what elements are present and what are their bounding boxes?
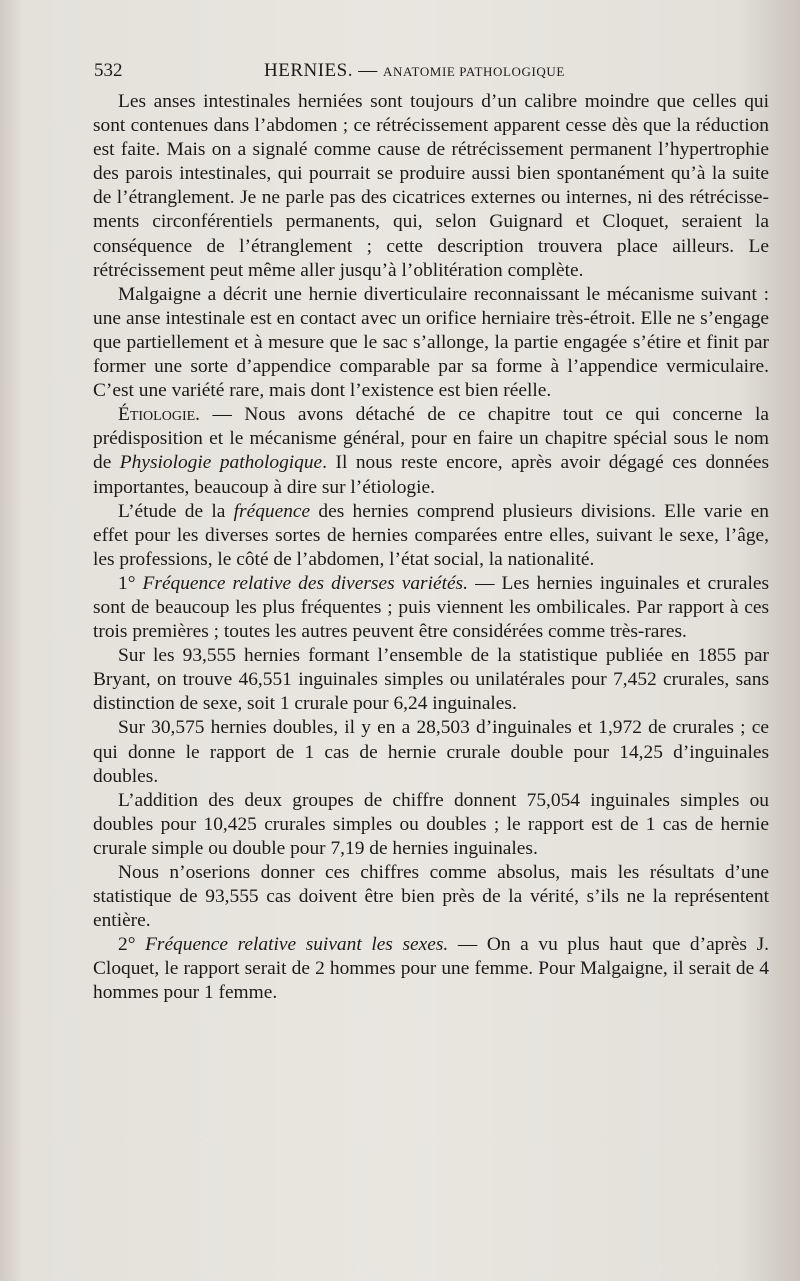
paragraph-hernies-doubles (93, 716, 769, 788)
paragraph-hernie-diverticulaire (93, 283, 769, 403)
paragraph-retrecissement (93, 90, 769, 283)
title-dash: — (358, 60, 378, 81)
paragraph-text: — Nous avons détaché de ce chapitre tout ce qui concerne la prédisposition et le mécanisme général, pour en faire un chapitre spécial sous le nom de (93, 404, 769, 474)
paragraph-text-tail: — On a vu plus haut que d’après J. Cloquet, le rapport serait de 2 hommes pour une femme. Pour Malgaigne, il serait de 4 hommes pour 1 femme. (93, 934, 769, 1004)
paragraph-text: Sur 30,575 hernies doubles, il y en a 28,503 d’inguinales et 1,972 de crurales ; ce qui donne le rapport de 1 cas de hernie crurale double pour 14,25 d’inguinales doubles. (93, 717, 769, 787)
paragraph-text: Les anses intestinales herniées sont toujours d’un calibre moindre que celles qui sont contenues dans l’abdomen ; ce rétrécissement apparent cesse dès que la réduction est faite. Mais on a signalé comme cause de rétrécissement permanent l’hypertrophie des parois intestinales, qui pourrait se produire aussi bien spontanément qu’à la suite de l’étranglement. Je ne parle pas des cicatrices externes ou internes, ni des rétrécissements circonférentiels permanents, qui, selon Guignard et Cloquet, seraient la conséquence de l’étranglement ; cette description trouvera place ailleurs. Le rétrécissement peut même aller jusqu’à l’oblitération complète. (93, 91, 769, 281)
running-header (94, 60, 774, 86)
paragraph-text-tail: . Il nous reste encore, après avoir dégagé ces données importantes, beaucoup à dire sur l’étiologie. (93, 452, 769, 498)
paragraph-frequence-sexes (93, 933, 769, 1005)
body-text (93, 90, 769, 1006)
paragraph-text-tail: des hernies comprend plusieurs divisions. Elle varie en effet pour les diverses sortes de hernies comparées entre elles, suivant le sexe, l’âge, les professions, le côté de l’abdomen, l’état social, la nationalité. (93, 500, 769, 570)
italic-term: fréquence (233, 500, 311, 522)
paragraph-text: L’addition des deux groupes de chiffre donnent 75,054 inguinales simples ou doubles pour 10,425 crurales simples ou doubles ; le rapport est de 1 cas de hernie crurale simple ou double pour 7,19 de hernies inguinales. (93, 789, 769, 859)
paragraph-chiffres-absolus (93, 861, 769, 933)
paragraph-text: 1° (118, 572, 143, 594)
paragraph-text-tail: — Les hernies inguinales et crurales sont de beaucoup les plus fréquentes ; puis viennent les ombilicales. Par rapport à ces trois premières ; toutes les autres peuvent être considérées comme très-rares. (93, 572, 769, 643)
page-number: 532 (94, 60, 123, 81)
paragraph-text: L’étude de la (118, 500, 234, 522)
paragraph-addition-groupes (93, 789, 769, 861)
paragraph-etiologie (93, 403, 769, 499)
running-title (264, 60, 565, 82)
paragraph-frequence-varietes (93, 572, 769, 644)
paragraph-text: Nous n’oserions donner ces chiffres comme absolus, mais les résultats d’une statistique de 93,555 cas doivent être bien près de la vérité, s’ils ne la représentent entière. (93, 862, 769, 932)
paragraph-text: Malgaigne a décrit une hernie diverticulaire reconnaissant le mécanisme suivant : une anse intestinale est en contact avec un orifice herniaire très-étroit. Elle ne s’engage que partiellement et à mesure que le sac s’allonge, la partie engagée s’étire et finit par former une sorte d’appendice comparable par sa forme à l’appendice vermiculaire. C’est une variété rare, mais dont l’existence est bien réelle. (93, 283, 769, 402)
section-subtitle: ANATOMIE PATHOLOGIQUE (382, 64, 565, 79)
chapter-title: HERNIES. (264, 60, 353, 81)
italic-term: Physiologie pathologique (119, 452, 323, 474)
paragraph-statistique-bryant (93, 644, 769, 716)
paragraph-text: 2° (118, 934, 146, 956)
subsection-heading: Fréquence relative suivant les sexes. (145, 934, 449, 956)
paragraph-text: Sur les 93,555 hernies formant l’ensemble de la statistique publiée en 1855 par Bryant, on trouve 46,551 inguinales simples ou unilatérales pour 7,452 crurales, sans distinction de sexe, soit 1 crurale pour 6,24 inguinales. (93, 645, 769, 715)
subsection-heading: Fréquence relative des diverses variétés. (142, 572, 468, 594)
section-heading-etiologie: Étiologie. (118, 404, 201, 426)
paragraph-frequence (93, 500, 769, 572)
